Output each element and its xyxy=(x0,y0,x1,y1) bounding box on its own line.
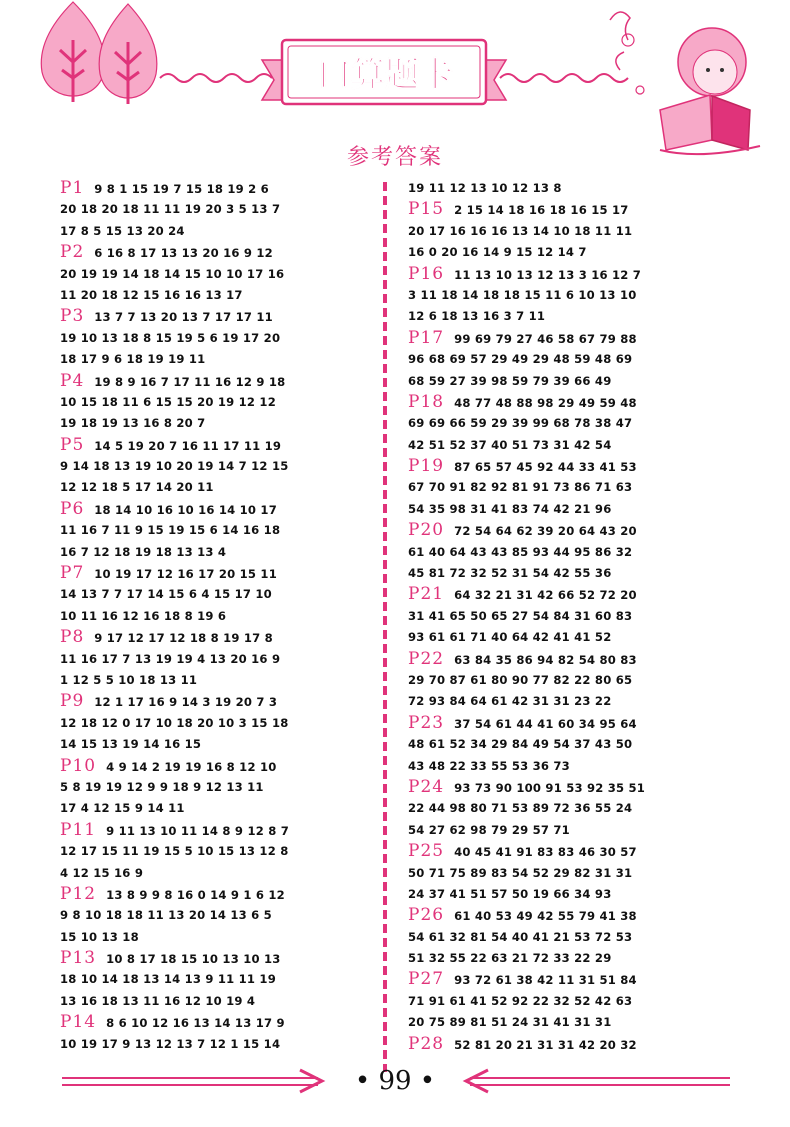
answer-values: 14 13 7 7 17 14 15 6 4 15 17 10 xyxy=(60,587,272,602)
answer-values: 54 61 32 81 54 40 41 21 53 72 53 xyxy=(408,929,633,944)
page-label: P7 xyxy=(60,563,85,584)
answer-line xyxy=(60,542,378,563)
answer-line xyxy=(408,199,726,220)
answer-values: 16 0 20 16 14 9 15 12 14 7 xyxy=(408,245,587,260)
answer-line xyxy=(60,371,378,392)
answer-line xyxy=(408,221,726,242)
answer-block xyxy=(408,969,726,1033)
answer-line xyxy=(60,563,378,584)
answer-values: 16 7 12 18 19 18 13 13 4 xyxy=(60,544,227,559)
answer-line xyxy=(408,178,726,199)
page-label: P26 xyxy=(408,905,445,926)
page-label: P13 xyxy=(60,948,97,969)
answer-block xyxy=(408,905,726,969)
answer-line xyxy=(408,563,726,584)
answer-values: 2 15 14 18 16 18 16 15 17 xyxy=(454,203,629,218)
page-label: P21 xyxy=(408,584,445,605)
answer-line xyxy=(408,349,726,370)
page-label: P9 xyxy=(60,691,85,712)
answer-line xyxy=(60,520,378,541)
answer-line xyxy=(408,948,726,969)
answer-line xyxy=(60,884,378,905)
wavy-line-left xyxy=(160,74,272,82)
answer-values: 12 18 12 0 17 10 18 20 10 3 15 18 xyxy=(60,715,289,730)
answer-block xyxy=(408,456,726,520)
answer-line xyxy=(408,991,726,1012)
answer-line xyxy=(60,392,378,413)
answer-values: 20 17 16 16 16 13 14 10 18 11 11 xyxy=(408,223,633,238)
wavy-line-right xyxy=(500,74,628,82)
answer-values: 43 48 22 33 55 53 36 73 xyxy=(408,758,570,773)
answer-line xyxy=(60,328,378,349)
page-label: P16 xyxy=(408,263,445,284)
answer-block xyxy=(408,520,726,584)
answer-values: 93 72 61 38 42 11 31 51 84 xyxy=(454,973,637,988)
answer-block xyxy=(60,242,378,306)
answer-block xyxy=(408,199,726,263)
answer-block xyxy=(60,563,378,627)
answer-line xyxy=(408,456,726,477)
answer-line xyxy=(60,734,378,755)
answer-line xyxy=(408,670,726,691)
answer-values: 10 19 17 9 13 12 13 7 12 1 15 14 xyxy=(60,1036,281,1051)
answer-line xyxy=(60,456,378,477)
answer-values: 19 10 13 18 8 15 19 5 6 19 17 20 xyxy=(60,330,281,345)
answer-line xyxy=(60,969,378,990)
page-label: P6 xyxy=(60,498,85,519)
answer-values: 11 13 10 13 12 13 3 16 12 7 xyxy=(454,267,642,282)
answer-values: 17 8 5 15 13 20 24 xyxy=(60,223,185,238)
answer-values: 13 16 18 13 11 16 12 10 19 4 xyxy=(60,993,256,1008)
answer-values: 63 84 35 86 94 82 54 80 83 xyxy=(454,652,637,667)
answer-values: 17 4 12 15 9 14 11 xyxy=(60,801,185,816)
answer-line xyxy=(60,820,378,841)
answer-values: 11 16 7 11 9 15 19 15 6 14 16 18 xyxy=(60,523,281,538)
answer-line xyxy=(60,264,378,285)
answer-line xyxy=(60,927,378,948)
answer-values: 99 69 79 27 46 58 67 79 88 xyxy=(454,331,637,346)
answer-values: 51 32 55 22 63 21 72 33 22 29 xyxy=(408,951,612,966)
answer-values: 19 8 9 16 7 17 11 16 12 9 18 xyxy=(94,374,286,389)
answer-values: 52 81 20 21 31 31 42 20 32 xyxy=(454,1037,637,1052)
answer-values: 20 18 20 18 11 11 19 20 3 5 13 7 xyxy=(60,202,281,217)
answer-line xyxy=(408,884,726,905)
answer-values: 67 70 91 82 92 81 91 73 86 71 63 xyxy=(408,480,633,495)
answer-line xyxy=(408,413,726,434)
answer-values: 18 14 10 16 10 16 14 10 17 xyxy=(94,502,277,517)
answer-line xyxy=(60,1012,378,1033)
answer-line xyxy=(60,948,378,969)
answer-block xyxy=(60,627,378,691)
answer-values: 11 16 17 7 13 19 19 4 13 20 16 9 xyxy=(60,651,281,666)
answer-line xyxy=(60,477,378,498)
answer-block xyxy=(60,756,378,820)
answer-line xyxy=(408,1034,726,1055)
answer-line xyxy=(60,349,378,370)
answer-values: 9 11 13 10 11 14 8 9 12 8 7 xyxy=(106,823,289,838)
answer-line xyxy=(60,905,378,926)
answer-line xyxy=(408,435,726,456)
answer-block xyxy=(60,499,378,563)
answer-block xyxy=(408,392,726,456)
page-label: P4 xyxy=(60,370,85,391)
answer-values: 22 44 98 80 71 53 89 72 36 55 24 xyxy=(408,801,633,816)
answer-values: 10 11 16 12 16 18 8 19 6 xyxy=(60,608,227,623)
answer-block xyxy=(408,777,726,841)
answer-line xyxy=(60,627,378,648)
answer-values: 40 45 41 91 83 83 46 30 57 xyxy=(454,845,637,860)
answer-line xyxy=(60,670,378,691)
girl-reading-illustration xyxy=(610,12,760,154)
answer-values: 15 10 13 18 xyxy=(60,929,139,944)
answer-line xyxy=(60,798,378,819)
page-label: P1 xyxy=(60,178,85,198)
page-label: P17 xyxy=(408,327,445,348)
answer-line xyxy=(60,178,378,199)
page-label: P5 xyxy=(60,434,85,455)
answer-block xyxy=(60,884,378,948)
answer-line xyxy=(408,905,726,926)
answer-values: 3 11 18 14 18 18 15 11 6 10 13 10 xyxy=(408,287,637,302)
answer-values: 13 8 9 9 8 16 0 14 9 1 6 12 xyxy=(106,887,285,902)
answer-line xyxy=(60,991,378,1012)
answer-line xyxy=(408,499,726,520)
page-label: P2 xyxy=(60,242,85,263)
section-subtitle: 参考答案 xyxy=(346,145,443,170)
page-label: P18 xyxy=(408,391,445,412)
answer-values: 13 7 7 13 20 13 7 17 17 11 xyxy=(94,310,273,325)
answer-line xyxy=(408,927,726,948)
answer-line xyxy=(408,285,726,306)
answer-block xyxy=(408,713,726,777)
answer-block xyxy=(408,328,726,392)
page-label: P12 xyxy=(60,883,97,904)
answer-values: 45 81 72 32 52 31 54 42 55 36 xyxy=(408,566,612,581)
answer-line xyxy=(60,306,378,327)
answer-values: 93 73 90 100 91 53 92 35 51 xyxy=(454,780,646,795)
answer-values: 18 10 14 18 13 14 13 9 11 11 19 xyxy=(60,972,276,987)
answer-line xyxy=(408,798,726,819)
answer-line xyxy=(408,306,726,327)
answer-values: 1 12 5 5 10 18 13 11 xyxy=(60,672,198,687)
answer-values: 12 12 18 5 17 14 20 11 xyxy=(60,480,214,495)
answer-values: 19 18 19 13 16 8 20 7 xyxy=(60,416,206,431)
page-label: P3 xyxy=(60,306,85,327)
answer-values: 6 16 8 17 13 13 20 16 9 12 xyxy=(94,246,273,261)
answer-block xyxy=(60,691,378,755)
answer-line xyxy=(60,606,378,627)
answer-line xyxy=(408,542,726,563)
answer-block xyxy=(408,584,726,648)
answer-block xyxy=(408,178,726,199)
page-label: P8 xyxy=(60,627,85,648)
answer-values: 29 70 87 61 80 90 77 82 22 80 65 xyxy=(408,672,633,687)
answer-values: 93 61 61 71 40 64 42 41 41 52 xyxy=(408,630,612,645)
page-label: P10 xyxy=(60,755,97,776)
page-label: P27 xyxy=(408,969,445,990)
answer-line xyxy=(60,199,378,220)
answer-line xyxy=(408,328,726,349)
answer-values: 54 27 62 98 79 29 57 71 xyxy=(408,822,570,837)
answer-values: 10 8 17 18 15 10 13 10 13 xyxy=(106,952,281,967)
answers-column-left xyxy=(60,178,378,1055)
answer-values: 61 40 53 49 42 55 79 41 38 xyxy=(454,909,637,924)
answer-line xyxy=(408,477,726,498)
answer-values: 12 6 18 13 16 3 7 11 xyxy=(408,309,546,324)
answer-values: 48 61 52 34 29 84 49 54 37 43 50 xyxy=(408,737,633,752)
answer-line xyxy=(60,242,378,263)
tree-icon xyxy=(41,2,105,102)
answer-block xyxy=(408,841,726,905)
page-label: P15 xyxy=(408,199,445,220)
answer-values: 14 15 13 19 14 16 15 xyxy=(60,737,202,752)
answer-line xyxy=(60,756,378,777)
answer-values: 4 12 15 16 9 xyxy=(60,865,144,880)
answer-values: 61 40 64 43 43 85 93 44 95 86 32 xyxy=(408,544,633,559)
page-number: • 99 • xyxy=(354,1066,436,1096)
answer-line xyxy=(408,969,726,990)
answer-block xyxy=(60,371,378,435)
answer-line xyxy=(408,520,726,541)
answer-line xyxy=(60,1034,378,1055)
answer-values: 24 37 41 51 57 50 19 66 34 93 xyxy=(408,886,612,901)
answer-block xyxy=(408,1034,726,1055)
answer-values: 9 8 1 15 19 7 15 18 19 2 6 xyxy=(94,182,269,196)
answer-values: 20 75 89 81 51 24 31 41 31 31 xyxy=(408,1015,612,1030)
answer-line xyxy=(60,584,378,605)
page-label: P24 xyxy=(408,776,445,797)
answer-values: 87 65 57 45 92 44 33 41 53 xyxy=(454,460,637,475)
answer-line xyxy=(408,841,726,862)
answer-values: 9 17 12 17 12 18 8 19 17 8 xyxy=(94,631,273,646)
answer-values: 9 8 10 18 18 11 13 20 14 13 6 5 xyxy=(60,908,272,923)
answer-values: 10 19 17 12 16 17 20 15 11 xyxy=(94,567,277,582)
answer-block xyxy=(60,948,378,1012)
answer-line xyxy=(408,264,726,285)
answer-line xyxy=(408,863,726,884)
answer-block xyxy=(60,178,378,242)
page-label: P23 xyxy=(408,712,445,733)
answer-block xyxy=(60,1012,378,1055)
answer-values: 54 35 98 31 41 83 74 42 21 96 xyxy=(408,501,612,516)
answer-values: 11 20 18 12 15 16 16 13 17 xyxy=(60,287,243,302)
answer-values: 9 14 18 13 19 10 20 19 14 7 12 15 xyxy=(60,459,289,474)
answer-values: 69 69 66 59 29 39 99 68 78 38 47 xyxy=(408,416,633,431)
answer-line xyxy=(408,584,726,605)
answer-line xyxy=(408,392,726,413)
page-label: P20 xyxy=(408,520,445,541)
page-label: P28 xyxy=(408,1033,445,1054)
answer-block xyxy=(408,264,726,328)
answer-line xyxy=(408,820,726,841)
answer-line xyxy=(60,863,378,884)
answer-line xyxy=(60,713,378,734)
answer-values: 96 68 69 57 29 49 29 48 59 48 69 xyxy=(408,352,633,367)
answer-line xyxy=(408,1012,726,1033)
answer-values: 18 17 9 6 18 19 19 11 xyxy=(60,352,206,367)
answer-line xyxy=(408,371,726,392)
answer-line xyxy=(60,649,378,670)
answer-block xyxy=(408,649,726,713)
answer-values: 4 9 14 2 19 19 16 8 12 10 xyxy=(106,759,277,774)
answer-block xyxy=(60,820,378,884)
answer-line xyxy=(408,606,726,627)
answer-line xyxy=(408,777,726,798)
answer-line xyxy=(60,221,378,242)
answer-line xyxy=(408,627,726,648)
answer-block xyxy=(60,435,378,499)
page-label: P19 xyxy=(408,456,445,477)
page-label: P11 xyxy=(60,819,97,840)
page-label: P22 xyxy=(408,648,445,669)
answer-values: 50 71 75 89 83 54 52 29 82 31 31 xyxy=(408,865,633,880)
answer-line xyxy=(408,734,726,755)
answer-line xyxy=(60,285,378,306)
answer-line xyxy=(60,413,378,434)
answer-line xyxy=(60,691,378,712)
answer-values: 64 32 21 31 42 66 52 72 20 xyxy=(454,588,637,603)
page-label: P14 xyxy=(60,1012,97,1033)
answer-values: 72 93 84 64 61 42 31 31 23 22 xyxy=(408,694,612,709)
answer-values: 14 5 19 20 7 16 11 17 11 19 xyxy=(94,438,282,453)
column-divider xyxy=(382,182,388,1072)
answer-values: 31 41 65 50 65 27 54 84 31 60 83 xyxy=(408,608,633,623)
answer-line xyxy=(60,777,378,798)
page-title: 口算题卡 xyxy=(317,55,453,95)
answer-values: 8 6 10 12 16 13 14 13 17 9 xyxy=(106,1016,285,1031)
answers-column-right xyxy=(408,178,726,1055)
page-label: P25 xyxy=(408,841,445,862)
answer-values: 37 54 61 44 41 60 34 95 64 xyxy=(454,716,637,731)
answer-line xyxy=(408,649,726,670)
answer-line xyxy=(408,713,726,734)
answer-values: 5 8 19 19 12 9 9 18 9 12 13 11 xyxy=(60,779,264,794)
title-banner xyxy=(270,28,500,128)
answer-values: 48 77 48 88 98 29 49 59 48 xyxy=(454,395,637,410)
answer-values: 10 15 18 11 6 15 15 20 19 12 12 xyxy=(60,394,276,409)
answer-values: 20 19 19 14 18 14 15 10 10 17 16 xyxy=(60,266,285,281)
answer-values: 12 17 15 11 19 15 5 10 15 13 12 8 xyxy=(60,844,289,859)
answer-line xyxy=(60,499,378,520)
answer-line xyxy=(408,691,726,712)
answer-line xyxy=(408,242,726,263)
answer-values: 12 1 17 16 9 14 3 19 20 7 3 xyxy=(94,695,278,710)
tree-icon xyxy=(99,4,157,104)
answer-line xyxy=(408,756,726,777)
answer-values: 71 91 61 41 52 92 22 32 52 42 63 xyxy=(408,993,633,1008)
answer-values: 72 54 64 62 39 20 64 43 20 xyxy=(454,524,637,539)
answer-values: 19 11 12 13 10 12 13 8 xyxy=(408,181,562,195)
answer-values: 42 51 52 37 40 51 73 31 42 54 xyxy=(408,437,612,452)
answer-block xyxy=(60,306,378,370)
answer-line xyxy=(60,435,378,456)
answer-line xyxy=(60,841,378,862)
answer-values: 68 59 27 39 98 59 79 39 66 49 xyxy=(408,373,612,388)
